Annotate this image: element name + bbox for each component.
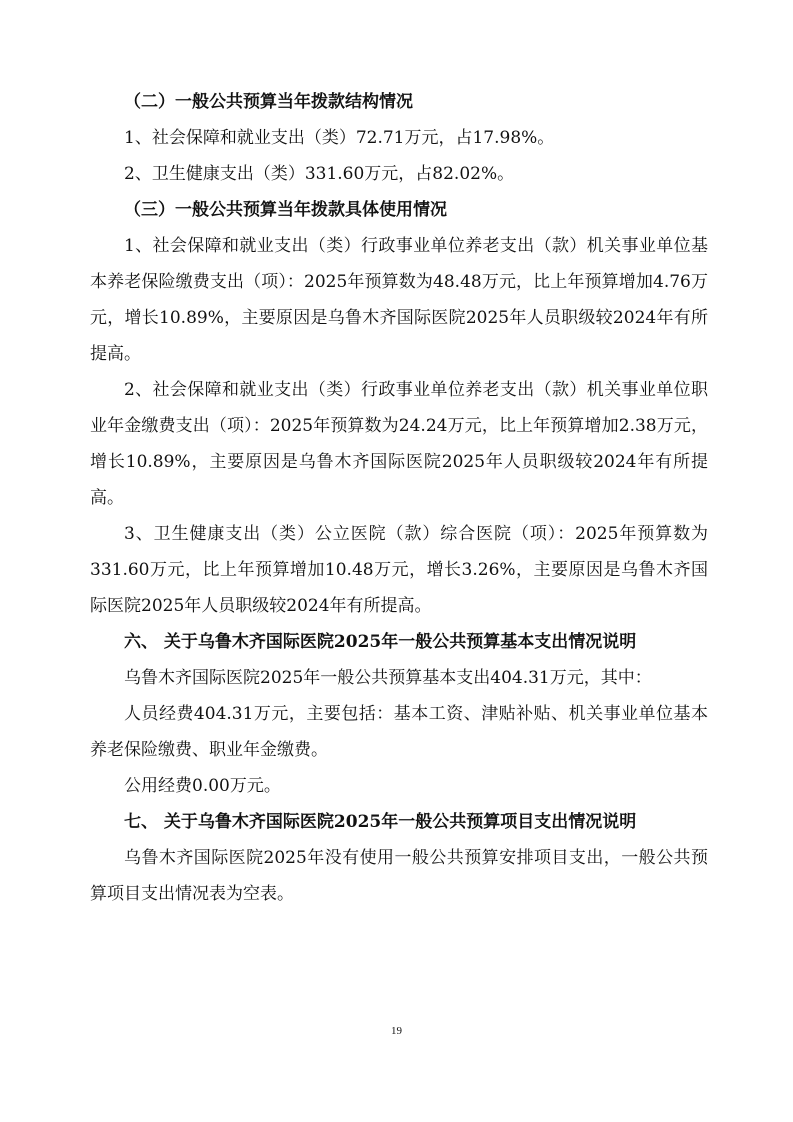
structure-item-social-security: 1、社会保障和就业支出（类）72.71万元，占17.98%。 bbox=[124, 128, 555, 148]
project-expenditure-paragraph: 乌鲁木齐国际医院2025年没有使用一般公共预算安排项目支出，一般公共预算项目支出情况表为空表。 bbox=[90, 848, 708, 904]
document-body bbox=[90, 84, 708, 912]
basic-expenditure-public: 公用经费0.00万元。 bbox=[124, 776, 281, 796]
page-number: 19 bbox=[391, 1025, 402, 1037]
section-heading-budget-usage: （三）一般公共预算当年拨款具体使用情况 bbox=[124, 200, 447, 220]
usage-paragraph-hospital: 3、卫生健康支出（类）公立医院（款）综合医院（项）：2025年预算数为331.60万元，比上年预算增加10.48万元，增长3.26%，主要原因是乌鲁木齐国际医院2025年人员职级较2024年有所提高。 bbox=[90, 524, 708, 616]
section-heading-project-expenditure: 七、 关于乌鲁木齐国际医院2025年一般公共预算项目支出情况说明 bbox=[124, 812, 637, 832]
usage-paragraph-annuity: 2、社会保障和就业支出（类）行政事业单位养老支出（款）机关事业单位职业年金缴费支出（项）：2025年预算数为24.24万元，比上年预算增加2.38万元，增长10.89%，主要原因是乌鲁木齐国际医院2025年人员职级较2024年有所提高。 bbox=[90, 380, 708, 508]
section-heading-basic-expenditure: 六、 关于乌鲁木齐国际医院2025年一般公共预算基本支出情况说明 bbox=[124, 632, 637, 652]
section-heading-budget-structure: （二）一般公共预算当年拨款结构情况 bbox=[124, 92, 413, 112]
basic-expenditure-total: 乌鲁木齐国际医院2025年一般公共预算基本支出404.31万元，其中： bbox=[124, 668, 652, 688]
structure-item-health: 2、卫生健康支出（类）331.60万元，占82.02%。 bbox=[124, 164, 515, 184]
usage-paragraph-pension: 1、社会保障和就业支出（类）行政事业单位养老支出（款）机关事业单位基本养老保险缴费支出（项）：2025年预算数为48.48万元，比上年预算增加4.76万元，增长10.89%，主要原因是乌鲁木齐国际医院2025年人员职级较2024年有所提高。 bbox=[90, 236, 708, 364]
basic-expenditure-personnel: 人员经费404.31万元，主要包括：基本工资、津贴补贴、机关事业单位基本养老保险缴费、职业年金缴费。 bbox=[90, 704, 708, 760]
